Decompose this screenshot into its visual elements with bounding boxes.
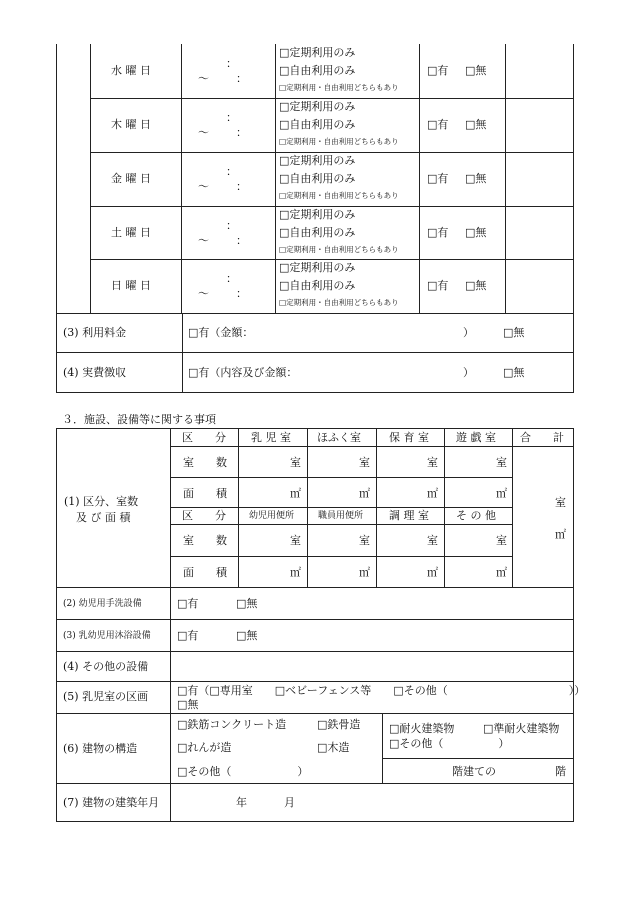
total-header: 合 計 bbox=[520, 431, 564, 444]
structure-steel[interactable]: □鉄骨造 bbox=[317, 718, 361, 731]
col-divider bbox=[90, 44, 91, 313]
usage-fee-yes[interactable]: □有（金額： bbox=[188, 326, 254, 339]
build-year-unit: 年 bbox=[236, 796, 247, 809]
no-checkbox[interactable]: □無 bbox=[465, 226, 487, 239]
structure-wood[interactable]: □木造 bbox=[317, 741, 350, 754]
time-colon: ： bbox=[236, 180, 247, 193]
infant-room-options[interactable]: □有（□専用室 □ベビーフェンス等 □その他（ ）） bbox=[177, 684, 586, 697]
day-label: 金 曜 日 bbox=[111, 172, 151, 185]
usage-fee-paren: ） bbox=[463, 326, 474, 339]
handwash-yes[interactable]: □有 bbox=[177, 597, 199, 610]
unit-room: 室 bbox=[496, 456, 507, 469]
row-divider bbox=[170, 446, 574, 447]
col-divider bbox=[382, 713, 383, 783]
row-divider bbox=[170, 477, 512, 478]
option-free[interactable]: □自由利用のみ bbox=[279, 64, 356, 77]
row-divider bbox=[56, 651, 574, 652]
option-both[interactable]: □定期利用・自由利用どちらもあり bbox=[279, 298, 399, 307]
time-colon: ： bbox=[226, 111, 237, 124]
actual-cost-no[interactable]: □無 bbox=[503, 366, 525, 379]
unit-area: ㎡ bbox=[427, 566, 438, 579]
row-divider bbox=[56, 713, 574, 714]
yes-checkbox[interactable]: □有 bbox=[427, 64, 449, 77]
room-count-label: 室 数 bbox=[183, 534, 227, 547]
area-value-label: 面 積 bbox=[183, 487, 227, 500]
option-free[interactable]: □自由利用のみ bbox=[279, 279, 356, 292]
row-divider bbox=[170, 524, 512, 525]
structure-label: (6) 建物の構造 bbox=[63, 742, 138, 755]
no-checkbox[interactable]: □無 bbox=[465, 279, 487, 292]
col-divider bbox=[181, 44, 182, 313]
other-equipment-label: (4) その他の設備 bbox=[63, 660, 149, 673]
col-header: ほふく室 bbox=[317, 431, 361, 444]
handwash-no[interactable]: □無 bbox=[236, 597, 258, 610]
row-divider bbox=[90, 152, 574, 153]
actual-cost-label: (4) 実費徴収 bbox=[63, 366, 127, 379]
time-tilde: ～ bbox=[198, 72, 209, 85]
handwash-label: (2) 幼児用手洗設備 bbox=[63, 599, 142, 609]
col-divider bbox=[505, 44, 506, 313]
table-border-left bbox=[56, 44, 57, 393]
table-border-bottom bbox=[56, 392, 574, 393]
actual-cost-yes[interactable]: □有（内容及び金額： bbox=[188, 366, 298, 379]
floors-suffix: 階 bbox=[555, 765, 566, 778]
unit-area: ㎡ bbox=[290, 566, 301, 579]
row-divider bbox=[56, 313, 574, 314]
col-divider bbox=[170, 428, 171, 822]
structure-other[interactable]: □その他（ ） bbox=[177, 765, 309, 778]
time-tilde: ～ bbox=[198, 234, 209, 247]
table-border-right bbox=[573, 428, 574, 822]
col-header: 遊 戯 室 bbox=[456, 431, 496, 444]
option-regular[interactable]: □定期利用のみ bbox=[279, 208, 356, 221]
build-date-label: (7) 建物の建築年月 bbox=[63, 796, 160, 809]
yes-checkbox[interactable]: □有 bbox=[427, 279, 449, 292]
bath-no[interactable]: □無 bbox=[236, 629, 258, 642]
unit-area: ㎡ bbox=[359, 566, 370, 579]
bath-label: (3) 乳幼児用沐浴設備 bbox=[63, 631, 151, 641]
col-header: 幼児用便所 bbox=[249, 511, 295, 521]
option-both[interactable]: □定期利用・自由利用どちらもあり bbox=[279, 137, 399, 146]
row-divider bbox=[56, 587, 574, 588]
unit-area: ㎡ bbox=[427, 487, 438, 500]
unit-area: ㎡ bbox=[359, 487, 370, 500]
time-colon: ： bbox=[236, 72, 247, 85]
unit-room: 室 bbox=[359, 534, 370, 547]
total-unit-area: ㎡ bbox=[555, 528, 566, 541]
usage-fee-no[interactable]: □無 bbox=[503, 326, 525, 339]
option-free[interactable]: □自由利用のみ bbox=[279, 118, 356, 131]
area-label-line2: 及 び 面 積 bbox=[76, 511, 131, 524]
time-colon: ： bbox=[236, 234, 247, 247]
build-month-unit: 月 bbox=[284, 796, 295, 809]
row-divider bbox=[56, 783, 574, 784]
no-checkbox[interactable]: □無 bbox=[465, 64, 487, 77]
col-divider bbox=[512, 428, 513, 587]
unit-room: 室 bbox=[359, 456, 370, 469]
col-header: 職員用便所 bbox=[318, 511, 364, 521]
day-label: 木 曜 日 bbox=[111, 118, 151, 131]
day-label: 水 曜 日 bbox=[111, 64, 151, 77]
col-header: 保 育 室 bbox=[389, 431, 429, 444]
row-divider bbox=[56, 681, 574, 682]
yes-checkbox[interactable]: □有 bbox=[427, 118, 449, 131]
table-border-left bbox=[56, 428, 57, 822]
table-border-right bbox=[573, 44, 574, 393]
usage-fee-label: (3) 利用料金 bbox=[63, 326, 127, 339]
kubun-header: 区 分 bbox=[182, 431, 226, 444]
actual-cost-paren: ） bbox=[463, 366, 474, 379]
row-divider bbox=[90, 98, 574, 99]
unit-area: ㎡ bbox=[496, 566, 507, 579]
option-both[interactable]: □定期利用・自由利用どちらもあり bbox=[279, 83, 399, 92]
option-regular[interactable]: □定期利用のみ bbox=[279, 154, 356, 167]
time-colon: ： bbox=[226, 57, 237, 70]
no-checkbox[interactable]: □無 bbox=[465, 172, 487, 185]
col-header: 乳 児 室 bbox=[251, 431, 291, 444]
structure-semi-fireproof[interactable]: □準耐火建築物 bbox=[483, 722, 560, 735]
bath-yes[interactable]: □有 bbox=[177, 629, 199, 642]
col-header: そ の 他 bbox=[456, 509, 496, 522]
day-label: 土 曜 日 bbox=[111, 226, 151, 239]
time-colon: ： bbox=[236, 287, 247, 300]
option-free[interactable]: □自由利用のみ bbox=[279, 226, 356, 239]
option-regular[interactable]: □定期利用のみ bbox=[279, 100, 356, 113]
option-both[interactable]: □定期利用・自由利用どちらもあり bbox=[279, 191, 399, 200]
no-checkbox[interactable]: □無 bbox=[465, 118, 487, 131]
row-divider bbox=[56, 352, 574, 353]
structure-rc[interactable]: □鉄筋コンクリート造 bbox=[177, 718, 287, 731]
yes-checkbox[interactable]: □有 bbox=[427, 226, 449, 239]
row-divider bbox=[56, 619, 574, 620]
unit-room: 室 bbox=[496, 534, 507, 547]
unit-area: ㎡ bbox=[290, 487, 301, 500]
time-tilde: ～ bbox=[198, 126, 209, 139]
time-colon: ： bbox=[226, 272, 237, 285]
row-divider bbox=[170, 507, 512, 508]
row-divider bbox=[90, 259, 574, 260]
total-unit-room: 室 bbox=[555, 496, 566, 509]
table-border-top bbox=[56, 428, 574, 429]
unit-area: ㎡ bbox=[496, 487, 507, 500]
option-free[interactable]: □自由利用のみ bbox=[279, 172, 356, 185]
option-both[interactable]: □定期利用・自由利用どちらもあり bbox=[279, 245, 399, 254]
kubun-header: 区 分 bbox=[182, 509, 226, 522]
unit-room: 室 bbox=[290, 534, 301, 547]
col-divider bbox=[182, 313, 183, 393]
col-divider bbox=[275, 44, 276, 313]
room-count-label: 室 数 bbox=[183, 456, 227, 469]
time-colon: ： bbox=[226, 165, 237, 178]
unit-room: 室 bbox=[290, 456, 301, 469]
structure-fireproof[interactable]: □耐火建築物 bbox=[389, 722, 455, 735]
time-tilde: ～ bbox=[198, 180, 209, 193]
time-colon: ： bbox=[226, 219, 237, 232]
row-divider bbox=[382, 758, 574, 759]
row-divider bbox=[90, 206, 574, 207]
unit-room: 室 bbox=[427, 456, 438, 469]
col-header: 調 理 室 bbox=[389, 509, 429, 522]
yes-checkbox[interactable]: □有 bbox=[427, 172, 449, 185]
row-divider bbox=[170, 556, 512, 557]
structure-other2[interactable]: □その他（ ） bbox=[389, 737, 510, 750]
day-label: 日 曜 日 bbox=[111, 279, 151, 292]
structure-brick[interactable]: □れんが造 bbox=[177, 741, 232, 754]
col-divider bbox=[419, 44, 420, 313]
time-colon: ： bbox=[236, 126, 247, 139]
option-regular[interactable]: □定期利用のみ bbox=[279, 261, 356, 274]
infant-room-none[interactable]: □無 bbox=[177, 698, 199, 711]
unit-room: 室 bbox=[427, 534, 438, 547]
table-border-bottom bbox=[56, 821, 574, 822]
infant-room-label: (5) 乳児室の区画 bbox=[63, 690, 149, 703]
area-value-label: 面 積 bbox=[183, 566, 227, 579]
floors-prefix: 階建ての bbox=[452, 765, 496, 778]
time-tilde: ～ bbox=[198, 287, 209, 300]
section-title: ３．施設、設備等に関する事項 bbox=[62, 413, 216, 426]
option-regular[interactable]: □定期利用のみ bbox=[279, 46, 356, 59]
area-label-line1: (1) 区分、室数 bbox=[64, 495, 139, 508]
